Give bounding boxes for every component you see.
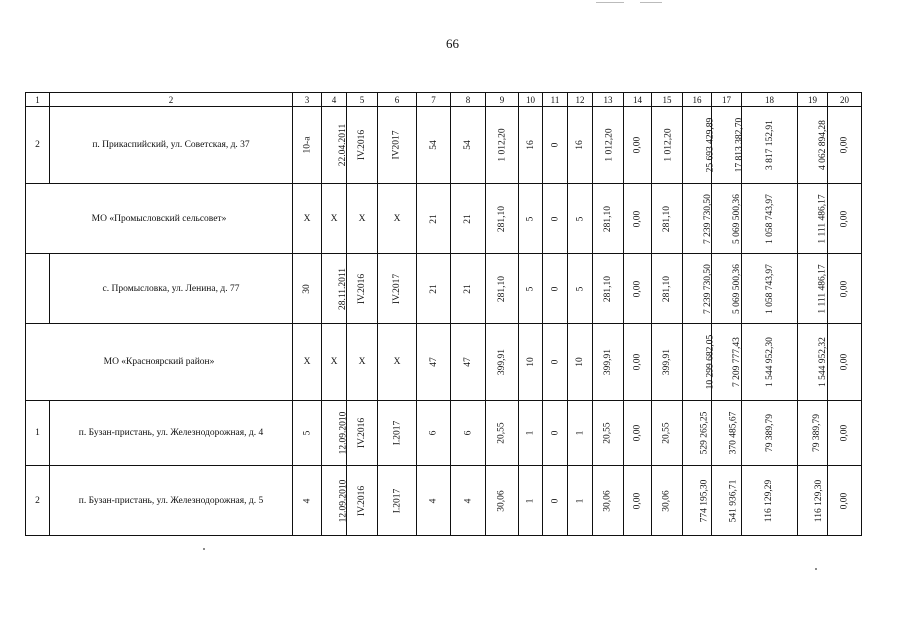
header-row — [26, 93, 862, 107]
data-cell — [652, 466, 683, 536]
cell-value: I.2017 — [391, 488, 402, 513]
data-cell — [742, 184, 798, 254]
table-row — [26, 107, 862, 184]
data-cell — [293, 107, 322, 184]
data-cell — [519, 324, 543, 401]
data-cell — [486, 107, 519, 184]
data-cell — [742, 466, 798, 536]
scan-mark — [640, 2, 662, 3]
cell-value: 4 062 894,28 — [817, 120, 828, 170]
cell-value: 1 — [575, 498, 585, 503]
data-cell — [519, 466, 543, 536]
data-cell — [347, 466, 378, 536]
data-cell — [828, 466, 862, 536]
cell-value: 20,55 — [603, 422, 613, 444]
cell-value: 79 389,79 — [812, 414, 822, 452]
cell-value: 10 — [575, 357, 585, 367]
cell-value: 0,00 — [839, 280, 850, 297]
data-cell — [828, 184, 862, 254]
column-header: 10 — [519, 93, 543, 107]
cell-value: 0,00 — [632, 210, 643, 227]
table-row — [26, 466, 862, 536]
data-cell — [652, 107, 683, 184]
cell-value: Х — [393, 213, 401, 224]
data-cell — [624, 184, 652, 254]
cell-value: 25 693 429,89 — [705, 117, 716, 173]
cell-value: 0,00 — [839, 492, 850, 509]
column-header: 14 — [624, 93, 652, 107]
cell-value: 0 — [550, 142, 560, 148]
page-number: 66 — [446, 36, 459, 51]
data-cell — [593, 254, 624, 324]
cell-value: 7 209 777,43 — [731, 337, 742, 387]
cell-value: 10-а — [301, 136, 312, 154]
data-cell — [742, 107, 798, 184]
data-cell — [378, 107, 417, 184]
data-cell — [742, 254, 798, 324]
cell-value: Х — [393, 357, 401, 367]
data-cell — [322, 466, 347, 536]
data-cell — [293, 184, 322, 254]
data-cell — [652, 401, 683, 466]
data-cell — [683, 254, 712, 324]
data-cell — [593, 324, 624, 401]
cell-value: 0,00 — [839, 353, 850, 371]
cell-value: 79 389,79 — [764, 414, 775, 452]
column-header: 17 — [712, 93, 742, 107]
data-cell — [683, 107, 716, 184]
data-cell — [798, 401, 828, 466]
municipality-row — [26, 184, 862, 254]
cell-value: IV.2016 — [357, 129, 368, 161]
register-table — [25, 92, 862, 536]
column-header: 2 — [50, 93, 293, 107]
data-cell — [568, 107, 593, 184]
cell-value: 774 195,30 — [699, 479, 710, 522]
data-cell — [486, 466, 519, 536]
data-cell — [378, 401, 417, 466]
data-cell — [451, 184, 486, 254]
data-cell — [652, 254, 683, 324]
data-cell — [378, 184, 417, 254]
cell-value: 12.09.2010 — [338, 479, 349, 522]
data-cell — [624, 466, 652, 536]
cell-value: 20,55 — [662, 422, 672, 444]
column-header: 16 — [683, 93, 712, 107]
data-cell — [593, 184, 624, 254]
data-cell — [347, 184, 378, 254]
table-row — [26, 254, 862, 324]
cell-value: 1 544 952,32 — [817, 337, 828, 387]
column-header: 5 — [347, 93, 378, 107]
data-cell — [683, 466, 712, 536]
data-cell — [568, 466, 593, 536]
data-cell — [798, 254, 828, 324]
cell-value: 22.04.2011 — [338, 123, 349, 167]
cell-value: 0 — [550, 498, 560, 503]
cell-value: 5 — [525, 216, 536, 221]
data-cell — [293, 254, 322, 324]
address-cell: п. Прикаспийский, ул. Советская, д. 37 — [50, 107, 293, 184]
data-cell — [322, 324, 347, 401]
address-cell: п. Бузан-пристань, ул. Железнодорожная, д. 5 — [50, 466, 293, 536]
data-cell — [652, 184, 683, 254]
cell-value: Х — [303, 213, 311, 224]
data-cell — [347, 401, 378, 466]
cell-value: 1 — [525, 498, 536, 503]
column-header: 20 — [828, 93, 862, 107]
cell-value: IV2017 — [392, 130, 402, 160]
cell-value: I.2017 — [391, 420, 402, 446]
data-cell — [417, 324, 451, 401]
cell-value: 10 299 682,05 — [705, 334, 716, 390]
cell-value: 0 — [550, 286, 560, 291]
data-cell — [322, 184, 347, 254]
cell-value: IV.2016 — [357, 273, 368, 304]
column-header: 18 — [742, 93, 798, 107]
data-cell — [378, 466, 417, 536]
data-cell — [378, 324, 417, 401]
cell-value: 1 012,20 — [497, 128, 508, 162]
cell-value: 1 058 743,97 — [764, 263, 775, 314]
cell-value: 1 012,20 — [604, 128, 615, 162]
data-cell — [593, 107, 624, 184]
cell-value: 281,10 — [603, 205, 613, 232]
cell-value: 0,00 — [839, 210, 850, 227]
cell-value: 1 — [525, 430, 536, 436]
cell-value: 5 069 500,36 — [731, 193, 742, 244]
data-cell — [742, 324, 798, 401]
scan-speck — [203, 548, 205, 550]
cell-value: 399,91 — [603, 348, 613, 376]
cell-value: 7 239 730,50 — [702, 263, 713, 314]
table-body — [26, 93, 862, 536]
cell-value: 281,10 — [497, 275, 507, 302]
column-header: 15 — [652, 93, 683, 107]
cell-value: 16 — [575, 140, 585, 150]
data-cell — [519, 107, 543, 184]
data-cell — [683, 184, 712, 254]
data-cell — [347, 254, 378, 324]
cell-value: 5 — [575, 216, 585, 221]
row-number: 1 — [26, 401, 50, 466]
data-cell — [486, 184, 519, 254]
data-cell — [798, 324, 828, 401]
cell-value: 370 485,67 — [728, 411, 739, 455]
cell-value: 281,10 — [662, 275, 672, 302]
cell-value: 5 — [525, 286, 536, 291]
municipality-name: МО «Красноярский район» — [26, 324, 293, 401]
data-cell — [451, 466, 486, 536]
data-cell — [347, 324, 378, 401]
data-cell — [543, 184, 568, 254]
data-cell — [828, 324, 862, 401]
data-cell — [347, 107, 378, 184]
cell-value: Х — [358, 357, 366, 367]
cell-value: 30 — [302, 283, 312, 294]
cell-value: 4 — [428, 498, 439, 503]
municipality-name: МО «Промысловский сельсовет» — [26, 184, 293, 254]
data-cell — [543, 254, 568, 324]
cell-value: 0,00 — [632, 492, 643, 509]
data-cell — [712, 401, 742, 466]
data-cell — [712, 107, 745, 184]
data-cell — [519, 401, 543, 466]
data-cell — [322, 254, 347, 324]
cell-value: 541 936,71 — [728, 479, 739, 522]
data-cell — [798, 107, 828, 184]
data-cell — [828, 107, 862, 184]
data-cell — [451, 107, 486, 184]
data-cell — [451, 401, 486, 466]
column-header: 8 — [451, 93, 486, 107]
data-cell — [624, 107, 652, 184]
column-header: 11 — [543, 93, 568, 107]
cell-value: 0,00 — [632, 280, 643, 297]
data-cell — [486, 324, 519, 401]
data-cell — [568, 324, 593, 401]
cell-value: 47 — [428, 357, 439, 367]
cell-value: 21 — [463, 283, 473, 294]
data-cell — [683, 324, 716, 401]
cell-value: 0,00 — [839, 136, 850, 154]
data-cell — [417, 184, 451, 254]
data-cell — [543, 466, 568, 536]
cell-value: 399,91 — [662, 348, 672, 376]
cell-value: 21 — [463, 213, 473, 224]
cell-value: 47 — [463, 357, 473, 367]
cell-value: 5 069 500,36 — [731, 263, 742, 314]
scan-speck — [815, 568, 817, 570]
cell-value: Х — [330, 213, 338, 224]
address-cell: п. Бузан-пристань, ул. Железнодорожная, д. 4 — [50, 401, 293, 466]
data-cell — [417, 466, 451, 536]
cell-value: 0 — [550, 216, 560, 221]
data-cell — [519, 184, 543, 254]
data-cell — [543, 324, 568, 401]
cell-value: 0 — [550, 430, 560, 436]
column-header: 4 — [322, 93, 347, 107]
cell-value: 0 — [550, 359, 560, 365]
data-cell — [543, 401, 568, 466]
cell-value: 529 265,25 — [699, 411, 710, 455]
data-cell — [742, 401, 798, 466]
cell-value: 21 — [428, 213, 439, 224]
data-cell — [486, 401, 519, 466]
cell-value: 54 — [428, 140, 439, 150]
cell-value: 30,06 — [662, 489, 672, 512]
cell-value: 30,06 — [603, 489, 613, 512]
cell-value: 17 813 382,70 — [734, 117, 745, 173]
data-cell — [624, 324, 652, 401]
data-cell — [828, 401, 862, 466]
cell-value: 4 — [302, 498, 312, 503]
data-cell — [293, 401, 322, 466]
data-cell — [624, 254, 652, 324]
cell-value: 7 239 730,50 — [702, 193, 713, 244]
cell-value: 281,10 — [662, 205, 672, 232]
data-cell — [568, 401, 593, 466]
cell-value: 1 — [575, 430, 585, 436]
data-cell — [486, 254, 519, 324]
cell-value: 1 544 952,30 — [764, 337, 775, 387]
data-cell — [568, 184, 593, 254]
cell-value: 5 — [575, 286, 585, 291]
column-header: 19 — [798, 93, 828, 107]
cell-value: 281,10 — [603, 275, 613, 302]
cell-value: Х — [358, 213, 366, 224]
cell-value: 6 — [463, 430, 473, 436]
cell-value: Х — [303, 357, 311, 367]
cell-value: 1 111 486,17 — [817, 193, 828, 244]
cell-value: 281,10 — [497, 205, 507, 232]
data-cell — [417, 107, 451, 184]
cell-value: 116 129,29 — [764, 479, 775, 522]
cell-value: 0,00 — [632, 136, 643, 154]
data-cell — [652, 324, 683, 401]
column-header: 6 — [378, 93, 417, 107]
data-cell — [798, 466, 828, 536]
data-cell — [451, 254, 486, 324]
column-header: 9 — [486, 93, 519, 107]
address-cell: с. Промысловка, ул. Ленина, д. 77 — [50, 254, 293, 324]
data-cell — [798, 184, 828, 254]
data-cell — [828, 254, 862, 324]
cell-value: Х — [330, 357, 338, 367]
cell-value: 12.09.2010 — [338, 411, 349, 455]
row-number: 2 — [26, 466, 50, 536]
cell-value: IV.2017 — [392, 273, 402, 304]
data-cell — [568, 254, 593, 324]
data-cell — [417, 254, 451, 324]
cell-value: 0,00 — [839, 424, 850, 442]
data-cell — [519, 254, 543, 324]
cell-value: 0,00 — [632, 353, 643, 371]
cell-value: 21 — [428, 283, 439, 294]
data-cell — [593, 466, 624, 536]
cell-value: 6 — [428, 430, 439, 436]
column-header: 12 — [568, 93, 593, 107]
data-cell — [712, 254, 742, 324]
cell-value: 4 — [463, 498, 473, 503]
cell-value: 10 — [525, 357, 536, 367]
cell-value: 3 817 152,91 — [764, 120, 775, 170]
cell-value: 54 — [463, 140, 473, 150]
row-number — [26, 254, 50, 324]
cell-value: 399,91 — [497, 348, 507, 376]
data-cell — [293, 324, 322, 401]
column-header: 1 — [26, 93, 50, 107]
table-row — [26, 401, 862, 466]
municipality-row — [26, 324, 862, 401]
cell-value: 20,55 — [497, 422, 507, 444]
data-cell — [712, 324, 742, 401]
column-header: 13 — [593, 93, 624, 107]
cell-value: 30,06 — [497, 489, 507, 512]
cell-value: 5 — [302, 430, 312, 436]
column-header: 7 — [417, 93, 451, 107]
row-number: 2 — [26, 107, 50, 184]
cell-value: IV.2016 — [357, 485, 368, 516]
data-cell — [322, 401, 347, 466]
data-cell — [683, 401, 712, 466]
cell-value: 0,00 — [632, 424, 643, 442]
data-cell — [417, 401, 451, 466]
data-cell — [712, 466, 742, 536]
data-cell — [543, 107, 568, 184]
column-header: 3 — [293, 93, 322, 107]
data-cell — [593, 401, 624, 466]
cell-value: 1 012,20 — [663, 128, 674, 162]
cell-value: 1 058 743,97 — [764, 193, 775, 244]
cell-value: 16 — [525, 140, 536, 150]
cell-value: 1 111 486,17 — [817, 263, 828, 314]
data-cell — [451, 324, 486, 401]
cell-value: IV.2016 — [357, 417, 368, 449]
cell-value: 28.11.2011 — [338, 267, 349, 310]
data-cell — [624, 401, 652, 466]
cell-value: 116 129,30 — [814, 479, 825, 522]
data-cell — [293, 466, 322, 536]
scan-mark — [596, 2, 624, 3]
data-cell — [378, 254, 417, 324]
data-cell — [322, 107, 347, 184]
data-cell — [712, 184, 742, 254]
